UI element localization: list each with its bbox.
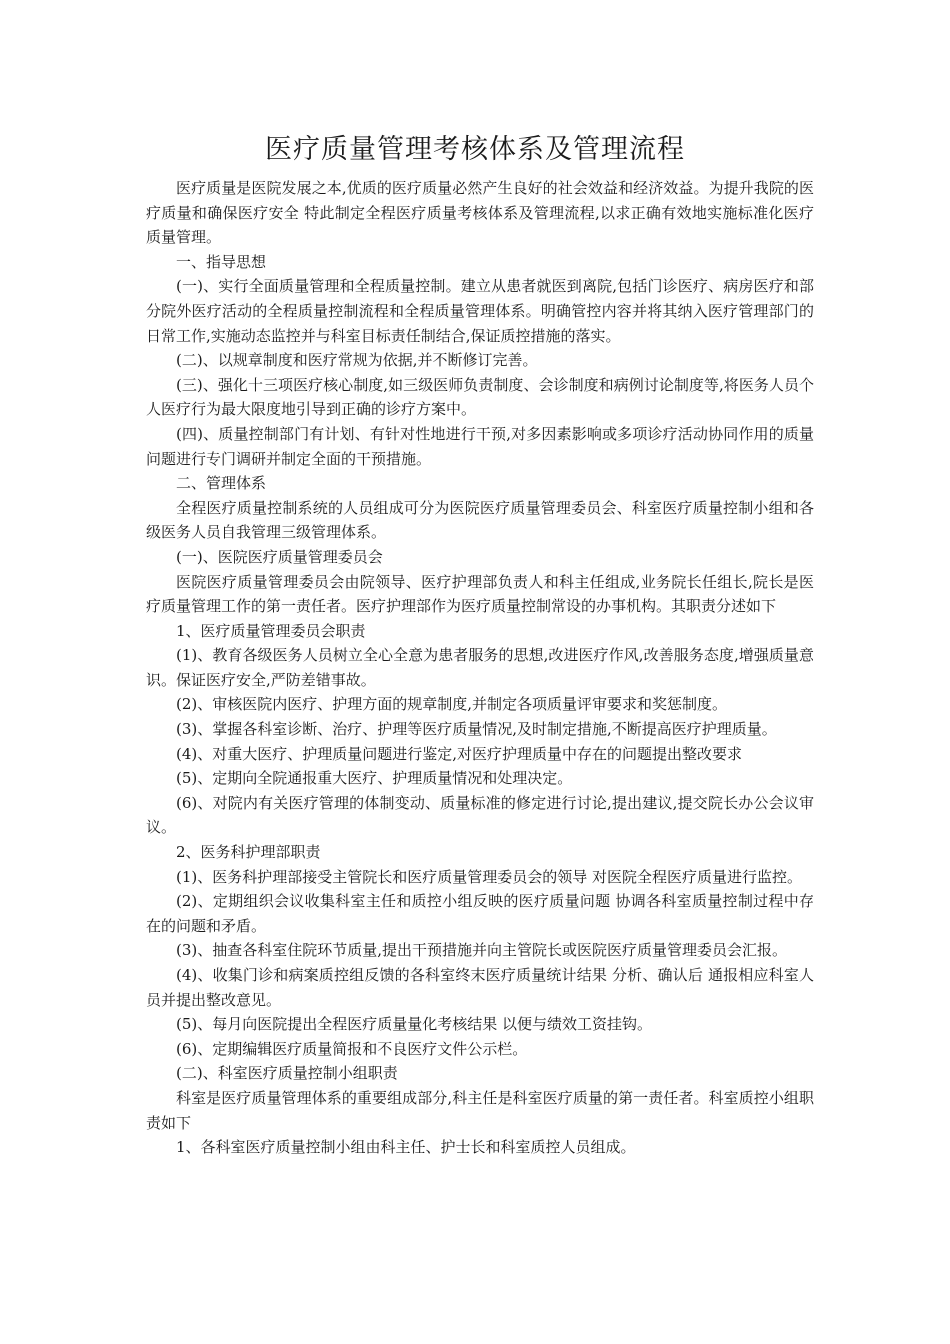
list-item: (6)、对院内有关医疗管理的体制变动、质量标准的修定进行讨论,提出建议,提交院长办公会议审议。	[146, 793, 814, 837]
list-item: (4)、收集门诊和病案质控组反馈的各科室终末医疗质量统计结果 分析、确认后 通报相应科室人员并提出整改意见。	[146, 966, 814, 1009]
document-title: 医疗质量管理考核体系及管理流程	[265, 134, 685, 165]
list-item: (4)、对重大医疗、护理质量问题进行鉴定,对医疗护理质量中存在的问题提出整改要求	[176, 744, 743, 763]
subsection-heading: (一)、医院医疗质量管理委员会	[176, 547, 383, 566]
paragraph: 全程医疗质量控制系统的人员组成可分为医院医疗质量管理委员会、科室医疗质量控制小组和各级医务人员自我管理三级管理体系。	[146, 498, 814, 542]
paragraph: (一)、实行全面质量管理和全程质量控制。建立从患者就医到离院,包括门诊医疗、病房医疗和部分院外医疗活动的全程质量控制流程和全程质量管理体系。明确管控内容并将其纳入医疗管理部门的日常工作,实施动态监控并与科室目标责任制结合,保证质控措施的落实。	[146, 277, 814, 345]
list-item: 1、各科室医疗质量控制小组由科主任、护士长和科室质控人员组成。	[176, 1138, 636, 1157]
list-item: (2)、审核医院内医疗、护理方面的规章制度,并制定各项质量评审要求和奖惩制度。	[176, 695, 728, 714]
list-item: (1)、医务科护理部接受主管院长和医疗质量管理委员会的领导 对医院全程医疗质量进行监控。	[176, 867, 803, 886]
paragraph: 科室是医疗质量管理体系的重要组成部分,科主任是科室医疗质量的第一责任者。科室质控小组职责如下	[146, 1088, 814, 1132]
list-item: (6)、定期编辑医疗质量简报和不良医疗文件公示栏。	[176, 1039, 528, 1058]
subsection-heading: 1、医疗质量管理委员会职责	[176, 621, 366, 640]
subsection-heading: (二)、科室医疗质量控制小组职责	[176, 1064, 398, 1083]
paragraph: (二)、以规章制度和医疗常规为依据,并不断修订完善。	[176, 351, 538, 370]
subsection-heading: 2、医务科护理部职责	[176, 843, 321, 862]
list-item: (5)、定期向全院通报重大医疗、护理质量情况和处理决定。	[176, 769, 573, 788]
paragraph-intro: 医疗质量是医院发展之本,优质的医疗质量必然产生良好的社会效益和经济效益。为提升我院的医疗质量和确保医疗安全 特此制定全程医疗质量考核体系及管理流程,以求正确有效地实施标准化医疗质量管理。	[146, 179, 814, 247]
section-heading: 一、指导思想	[176, 252, 267, 271]
paragraph: (四)、质量控制部门有计划、有针对性地进行干预,对多因素影响或多项诊疗活动协同作用的质量问题进行专门调研并制定全面的干预措施。	[146, 424, 814, 468]
list-item: (1)、教育各级医务人员树立全心全意为患者服务的思想,改进医疗作风,改善服务态度,增强质量意识。保证医疗安全,严防差错事故。	[146, 646, 814, 689]
list-item: (3)、抽查各科室住院环节质量,提出干预措施并向主管院长或医院医疗质量管理委员会汇报。	[176, 941, 788, 960]
list-item: (5)、每月向医院提出全程医疗质量量化考核结果 以便与绩效工资挂钩。	[176, 1015, 653, 1034]
list-item: (2)、定期组织会议收集科室主任和质控小组反映的医疗质量问题 协调各科室质量控制过程中存在的问题和矛盾。	[146, 892, 814, 935]
paragraph: 医院医疗质量管理委员会由院领导、医疗护理部负责人和科主任组成,业务院长任组长,院长是医疗质量管理工作的第一责任者。医疗护理部作为医疗质量控制常设的办事机构。其职责分述如下	[146, 572, 814, 616]
section-heading: 二、管理体系	[176, 474, 267, 493]
list-item: (3)、掌握各科室诊断、治疗、护理等医疗质量情况,及时制定措施,不断提高医疗护理质量。	[176, 720, 777, 739]
paragraph: (三)、强化十三项医疗核心制度,如三级医师负责制度、会诊制度和病例讨论制度等,将医务人员个人医疗行为最大限度地引导到正确的诊疗方案中。	[146, 375, 814, 419]
document-body	[146, 176, 814, 1160]
